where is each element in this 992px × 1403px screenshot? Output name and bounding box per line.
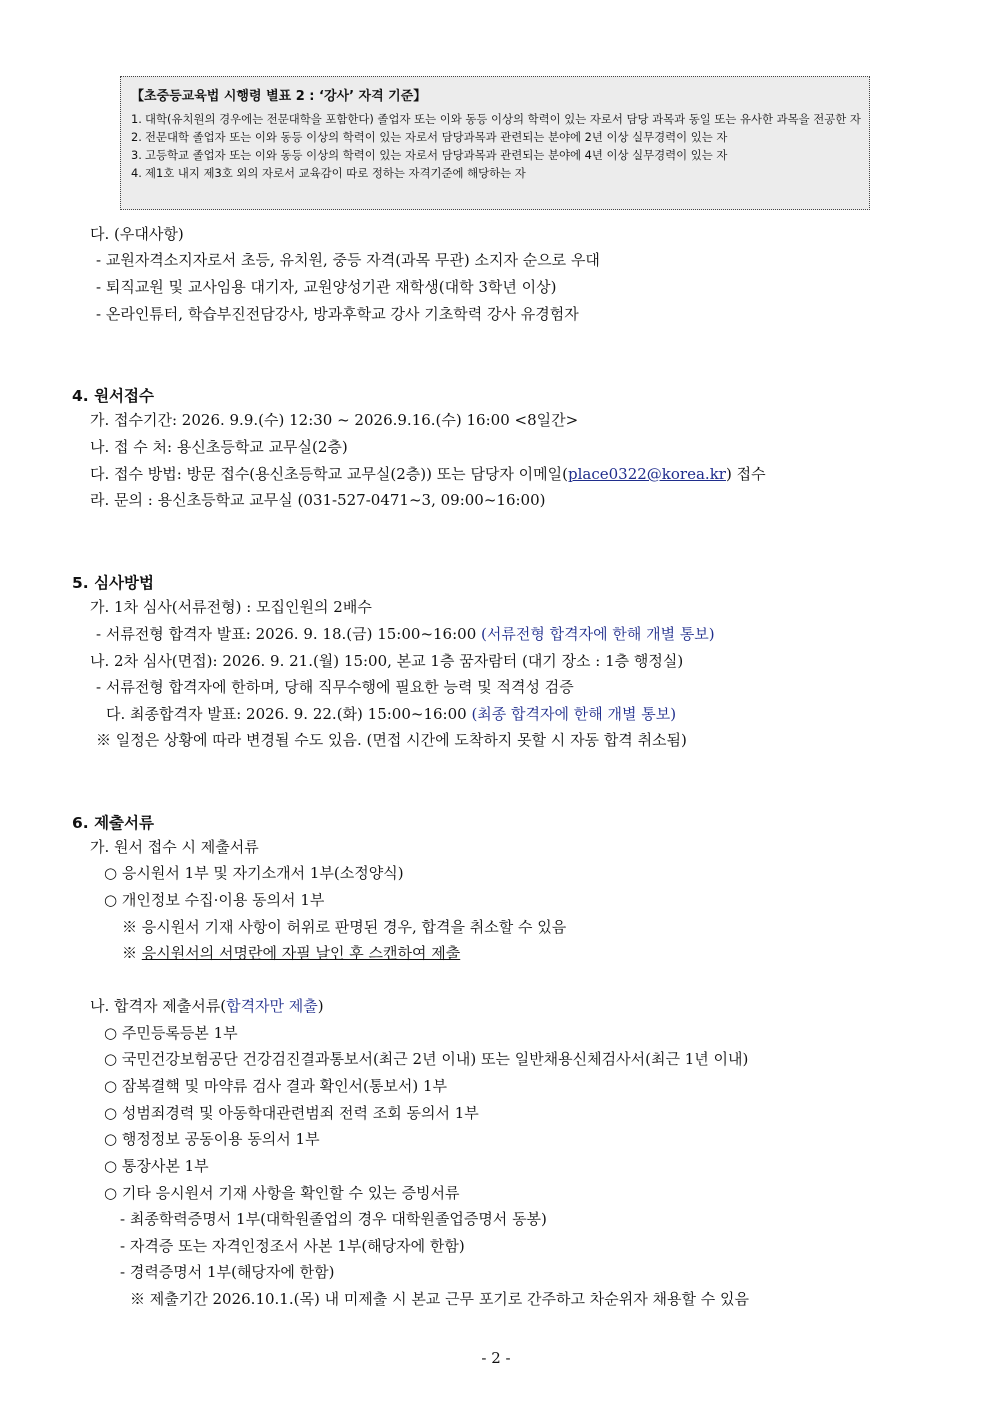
first-screening: 가. 1차 심사(서류전형) : 모집인원의 2배수 (90, 598, 372, 616)
document-item: ○ 응시원서 1부 및 자기소개서 1부(소정양식) (104, 864, 404, 882)
application-method (90, 464, 766, 484)
document-item: ○ 잠복결핵 및 마약류 검사 결과 확인서(통보서) 1부 (104, 1077, 448, 1095)
first-notice-highlight: (서류전형 합격자에 한해 개별 통보) (481, 625, 715, 643)
schedule-note: ※ 일정은 상황에 따라 변경될 수도 있음. (면접 시간에 도착하지 못할 시 자동 합격 취소됨) (96, 731, 687, 749)
document-item: ○ 행정정보 공동이용 동의서 1부 (104, 1130, 320, 1148)
document-item: ○ 통장사본 1부 (104, 1157, 209, 1175)
b-heading-highlight: 합격자만 제출 (226, 997, 318, 1015)
final-announcement (106, 704, 676, 724)
preference-item: - 온라인튜터, 학습부진전담강사, 방과후학교 강사 기초학력 강사 유경험자 (96, 305, 579, 323)
box-item-number: 4. (131, 166, 142, 180)
section-6-heading: 6. 제출서류 (72, 814, 154, 832)
box-item-number: 1. (131, 112, 142, 126)
box-item-number: 3. (131, 148, 142, 162)
section-5-heading: 5. 심사방법 (72, 574, 154, 592)
application-place: 나. 접 수 처: 용신초등학교 교무실(2층) (90, 438, 348, 456)
document-item: ○ 개인정보 수집·이용 동의서 1부 (104, 891, 325, 909)
documents-note: ※ 응시원서 기재 사항이 허위로 판명된 경우, 합격을 취소할 수 있음 (122, 918, 567, 936)
box-item-text: 전문대학 졸업자 또는 이와 동등 이상의 학력이 있는 자로서 담당과목과 관련되는 분야에 2년 이상 실무경력이 있는 자 (145, 130, 728, 144)
final-text: 다. 최종합격자 발표: 2026. 9. 22.(화) 15:00~16:00 (106, 705, 472, 723)
preference-item: - 퇴직교원 및 교사임용 대기자, 교원양성기관 재학생(대학 3학년 이상) (96, 278, 557, 296)
documents-b-heading (90, 996, 324, 1016)
qualification-box (120, 76, 870, 210)
email-link[interactable]: place0322@korea.kr (568, 465, 726, 483)
application-method-end: ) 접수 (725, 465, 766, 483)
box-item-text: 제1호 내지 제3호 외의 자로서 교육감이 따로 정하는 자격기준에 해당하는 자 (145, 166, 526, 180)
document-item: ○ 주민등록등본 1부 (104, 1024, 238, 1042)
second-screening: 나. 2차 심사(면접): 2026. 9. 21.(월) 15:00, 본교 1층 꿈자람터 (대기 장소 : 1층 행정실) (90, 652, 684, 670)
final-highlight: (최종 합격자에 한해 개별 통보) (471, 705, 677, 723)
box-item (131, 148, 863, 163)
box-item-text: 대학(유치원의 경우에는 전문대학을 포함한다) 졸업자 또는 이와 동등 이상의 학력이 있는 자로서 담당 과목과 동일 또는 유사한 과목을 전공한 자 (145, 112, 861, 126)
section-4-heading: 4. 원서접수 (72, 387, 154, 405)
first-screening-notice (96, 624, 715, 644)
documents-note-underlined (122, 943, 460, 963)
box-item-text: 고등학교 졸업자 또는 이와 동등 이상의 학력이 있는 자로서 담당과목과 관련되는 분야에 4년 이상 실무경력이 있는 자 (145, 148, 728, 162)
first-notice-text: - 서류전형 합격자 발표: 2026. 9. 18.(금) 15:00~16:00 (96, 625, 482, 643)
document-item: ○ 국민건강보험공단 건강검진결과통보서(최근 2년 이내) 또는 일반채용신체검사서(최근 1년 이내) (104, 1050, 749, 1068)
contact-info: 라. 문의 : 용신초등학교 교무실 (031-527-0471~3, 09:00~16:00) (90, 491, 546, 509)
second-screening-note: - 서류전형 합격자에 한하며, 당해 직무수행에 필요한 능력 및 적격성 검증 (96, 678, 574, 696)
page-number: - 2 - (481, 1349, 511, 1367)
b-heading-text: 나. 합격자 제출서류( (90, 997, 227, 1015)
submission-deadline-note: ※ 제출기간 2026.10.1.(목) 내 미제출 시 본교 근무 포기로 간주하고 차순위자 채용할 수 있음 (130, 1290, 749, 1308)
document-item: ○ 성범죄경력 및 아동학대관련범죄 전력 조회 동의서 1부 (104, 1104, 479, 1122)
note-mark: ※ (122, 944, 142, 962)
document-sub-item: - 최종학력증명서 1부(대학원졸업의 경우 대학원졸업증명서 동봉) (120, 1210, 547, 1228)
box-item (131, 112, 863, 127)
application-method-text: 다. 접수 방법: 방문 접수(용신초등학교 교무실(2층)) 또는 담당자 이메일( (90, 465, 569, 483)
preference-heading: 다. (우대사항) (90, 225, 184, 243)
document-sub-item: - 자격증 또는 자격인정조서 사본 1부(해당자에 한함) (120, 1237, 465, 1255)
document-item: ○ 기타 응시원서 기재 사항을 확인할 수 있는 증빙서류 (104, 1184, 460, 1202)
note-underlined-text: 응시원서의 서명란에 자필 날인 후 스캔하여 제출 (141, 944, 461, 962)
application-period: 가. 접수기간: 2026. 9.9.(수) 12:30 ~ 2026.9.16.(수) 16:00 <8일간> (90, 411, 579, 429)
box-title: 【초중등교육법 시행령 별표 2 : ‘강사’ 자격 기준】 (131, 89, 427, 104)
b-heading-end: ) (317, 997, 324, 1015)
preference-item: - 교원자격소지자로서 초등, 유치원, 중등 자격(과목 무관) 소지자 순으로 우대 (96, 251, 600, 269)
box-item-number: 2. (131, 130, 142, 144)
documents-a-heading: 가. 원서 접수 시 제출서류 (90, 838, 259, 856)
box-item (131, 130, 863, 145)
document-sub-item: - 경력증명서 1부(해당자에 한함) (120, 1263, 335, 1281)
box-item (131, 166, 863, 181)
